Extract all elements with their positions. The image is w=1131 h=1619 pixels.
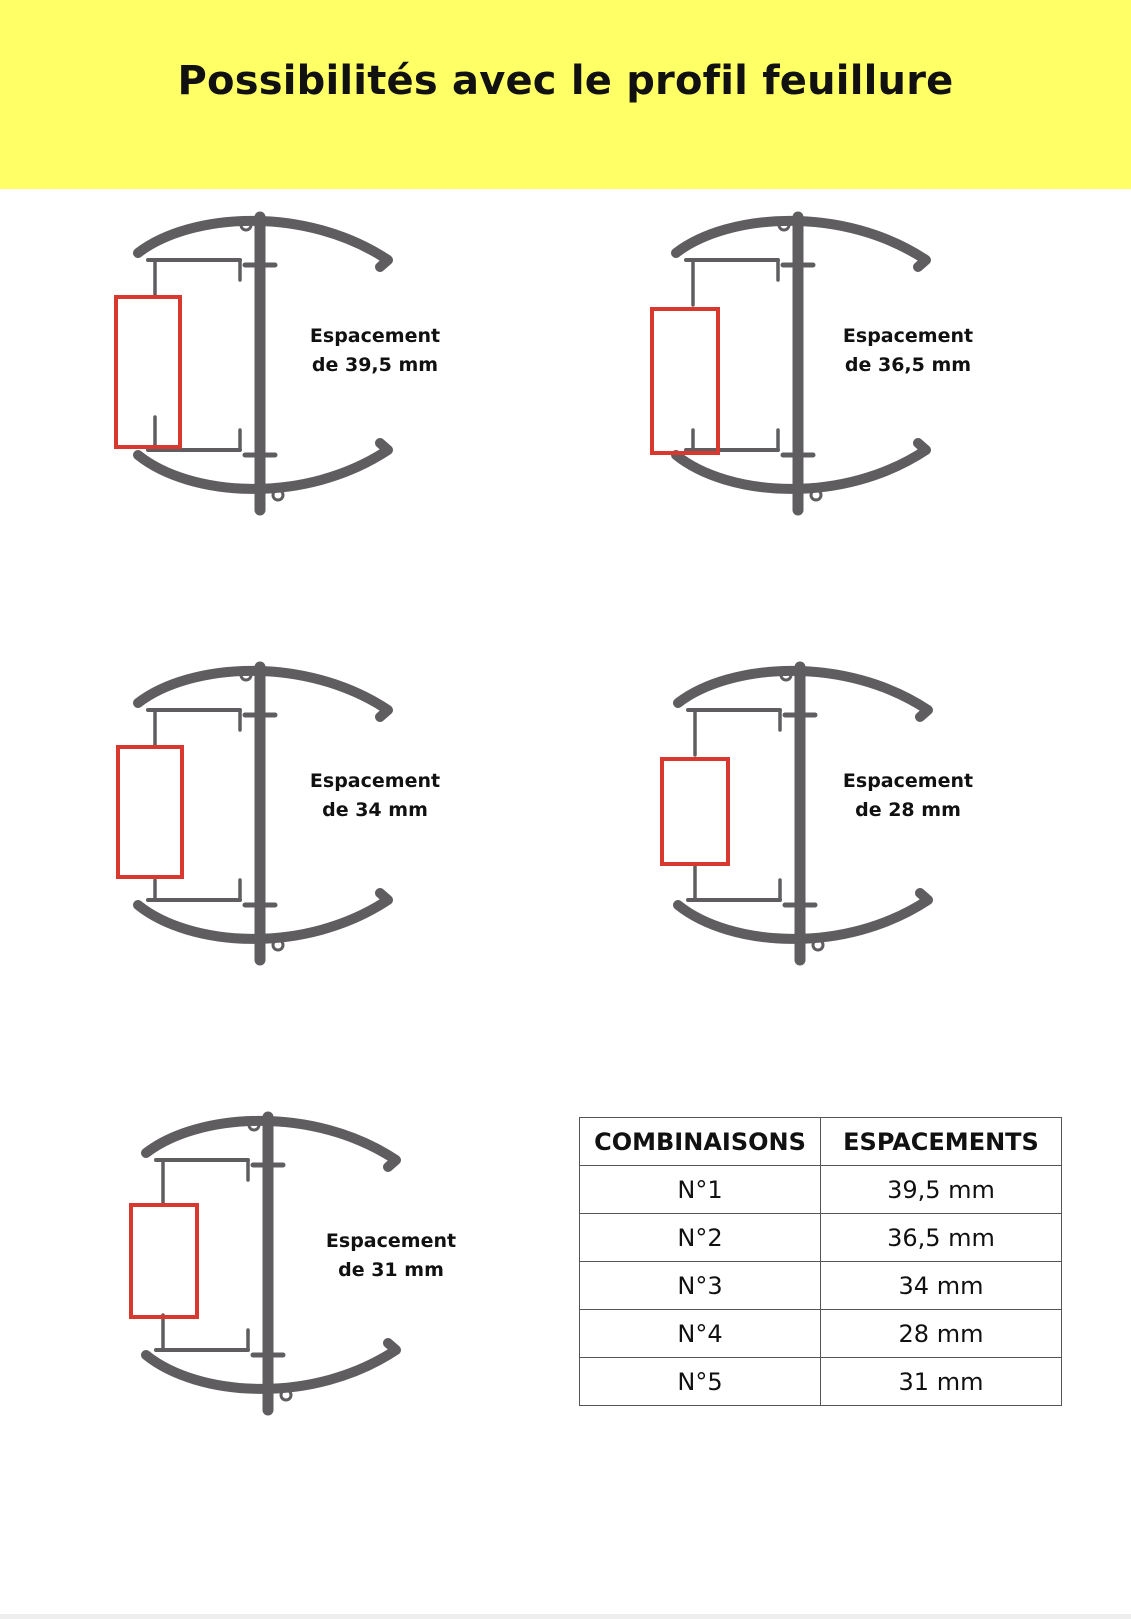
combinations-table bbox=[579, 1117, 1062, 1406]
spacing-caption bbox=[311, 1227, 471, 1285]
title-banner bbox=[0, 0, 1131, 189]
highlight-rect bbox=[662, 759, 728, 864]
spacing-cell: 28 mm bbox=[821, 1310, 1062, 1358]
combination-cell: N°2 bbox=[580, 1214, 821, 1262]
caption-line-1: Espacement bbox=[309, 325, 441, 347]
highlight-rect bbox=[118, 747, 182, 877]
caption-line-2: de 39,5 mm bbox=[311, 354, 439, 376]
combination-cell: N°1 bbox=[580, 1166, 821, 1214]
combination-cell: N°3 bbox=[580, 1262, 821, 1310]
caption-line-1: Espacement bbox=[309, 770, 441, 792]
caption-line-2: de 28 mm bbox=[855, 799, 961, 821]
spacing-caption bbox=[295, 767, 455, 825]
combination-cell: N°5 bbox=[580, 1358, 821, 1406]
profile-diagram-5 bbox=[118, 1105, 457, 1425]
table-row bbox=[580, 1262, 1062, 1310]
page-title: Possibilités avec le profil feuillure bbox=[177, 58, 954, 104]
caption-line-1: Espacement bbox=[842, 325, 974, 347]
table-row bbox=[580, 1166, 1062, 1214]
profile-diagram-4 bbox=[650, 655, 974, 975]
caption-line-2: de 31 mm bbox=[338, 1259, 444, 1281]
combination-cell: N°4 bbox=[580, 1310, 821, 1358]
spacing-cell: 31 mm bbox=[821, 1358, 1062, 1406]
spacing-cell: 39,5 mm bbox=[821, 1166, 1062, 1214]
spacing-caption bbox=[828, 767, 988, 825]
spacing-cell: 36,5 mm bbox=[821, 1214, 1062, 1262]
profile-diagram-2 bbox=[648, 205, 974, 525]
table-row bbox=[580, 1310, 1062, 1358]
highlight-rect bbox=[116, 297, 180, 447]
spacing-caption bbox=[828, 322, 988, 380]
table-header-row bbox=[580, 1118, 1062, 1166]
highlight-rect bbox=[131, 1205, 197, 1317]
caption-line-1: Espacement bbox=[842, 770, 974, 792]
table-row bbox=[580, 1358, 1062, 1406]
table-row bbox=[580, 1214, 1062, 1262]
spacing-caption bbox=[295, 322, 455, 380]
page-bottom-edge bbox=[0, 1614, 1131, 1619]
column-header-espacements: ESPACEMENTS bbox=[821, 1118, 1062, 1166]
profile-diagram-1 bbox=[110, 205, 441, 525]
column-header-combinaisons: COMBINAISONS bbox=[580, 1118, 821, 1166]
highlight-rect bbox=[652, 309, 718, 453]
profile-diagram-3 bbox=[110, 655, 441, 975]
caption-line-2: de 34 mm bbox=[322, 799, 428, 821]
caption-line-1: Espacement bbox=[325, 1230, 457, 1252]
caption-line-2: de 36,5 mm bbox=[844, 354, 972, 376]
spacing-cell: 34 mm bbox=[821, 1262, 1062, 1310]
